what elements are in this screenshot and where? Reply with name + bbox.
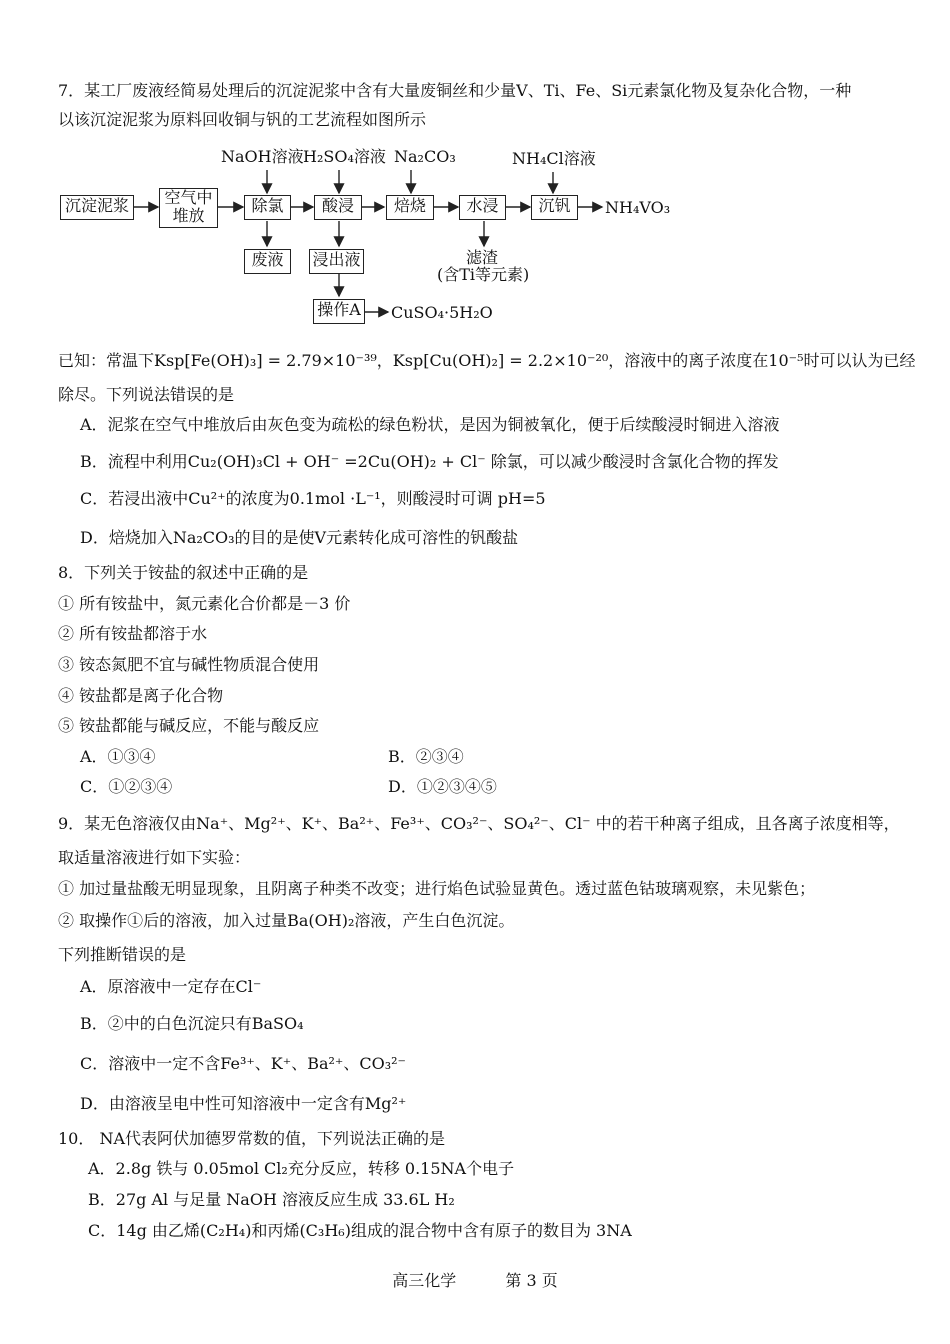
box-air-stacking-line1: 空气中 [164, 188, 213, 207]
q10-option-b: B．27g Al 与足量 NaOH 溶液反应生成 33.6L H₂ [88, 1190, 455, 1209]
q9-stem-line2: 取适量溶液进行如下实验： [58, 848, 251, 867]
q7-known-line2: 除尽。下列说法错误的是 [58, 385, 235, 404]
residue-note: (含Ti等元素) [437, 265, 530, 284]
box-waste-liquid: 废液 [244, 249, 291, 274]
q9-question: 下列推断错误的是 [58, 945, 187, 964]
product-nh4vo3: NH₄VO₃ [605, 198, 671, 217]
reagent-na2co3: Na₂CO₃ [394, 147, 456, 166]
page-footer [0, 1268, 950, 1291]
q8-item-5: ⑤ 铵盐都能与碱反应，不能与酸反应 [58, 716, 320, 735]
q7-stem-line2: 以该沉淀泥浆为原料回收铜与钒的工艺流程如图所示 [58, 110, 427, 129]
q7-known-line1: 已知：常温下Ksp[Fe(OH)₃] = 2.79×10⁻³⁹，Ksp[Cu(OH)₂] = 2.2×10⁻²⁰，溶液中的离子浓度在10⁻⁵时可以认为已经 [58, 351, 916, 370]
q9-option-b: B．②中的白色沉淀只有BaSO₄ [80, 1014, 304, 1033]
box-air-stacking [159, 188, 218, 228]
q8-option-d: D．①②③④⑤ [388, 777, 497, 796]
box-operation-a: 操作A [313, 299, 365, 324]
box-vanadium-precipitation: 沉钒 [531, 195, 578, 220]
q10-option-c: C．14g 由乙烯(C₂H₄)和丙烯(C₃H₆)组成的混合物中含有原子的数目为 3NA [88, 1221, 632, 1240]
q10-stem: 10． NA代表阿伏加德罗常数的值，下列说法正确的是 [58, 1129, 446, 1148]
process-flow-diagram [0, 0, 950, 340]
q8-item-1: ① 所有铵盐中，氮元素化合价都是－3 价 [58, 594, 351, 613]
q8-item-2: ② 所有铵盐都溶于水 [58, 624, 208, 643]
q8-item-3: ③ 铵态氮肥不宜与碱性物质混合使用 [58, 655, 320, 674]
box-air-stacking-line2: 堆放 [172, 206, 205, 225]
box-sediment-slurry: 沉淀泥浆 [60, 195, 134, 220]
q9-option-c: C．溶液中一定不含Fe³⁺、K⁺、Ba²⁺、CO₃²⁻ [80, 1054, 406, 1073]
footer-page-number: 第 3 页 [505, 1271, 558, 1290]
q8-stem: 8．下列关于铵盐的叙述中正确的是 [58, 563, 309, 582]
q9-option-a: A．原溶液中一定存在Cl⁻ [80, 977, 262, 996]
residue-label: 滤渣 [466, 248, 499, 267]
q7-option-d: D．焙烧加入Na₂CO₃的目的是使V元素转化成可溶性的钒酸盐 [80, 528, 519, 547]
q7-option-b: B．流程中利用Cu₂(OH)₃Cl + OH⁻ =2Cu(OH)₂ + Cl⁻ 除氯，可以减少酸浸时含氯化合物的挥发 [80, 452, 779, 471]
box-acid-leaching: 酸浸 [314, 195, 362, 220]
q8-option-b: B．②③④ [388, 747, 464, 766]
q7-stem-line1: 7．某工厂废液经简易处理后的沉淀泥浆中含有大量废铜丝和少量V、Ti、Fe、Si元素氯化物及复杂化合物，一种 [58, 81, 852, 100]
box-dechlorination: 除氯 [244, 195, 291, 220]
reagent-h2so4: H₂SO₄溶液 [303, 147, 386, 166]
q10-option-a: A．2.8g 铁与 0.05mol Cl₂充分反应，转移 0.15NA个电子 [88, 1159, 515, 1178]
q9-stem-line1: 9．某无色溶液仅由Na⁺、Mg²⁺、K⁺、Ba²⁺、Fe³⁺、CO₃²⁻、SO₄²⁻、Cl⁻ 中的若干种离子组成，且各离子浓度相等， [58, 814, 900, 833]
q9-option-d: D．由溶液呈电中性可知溶液中一定含有Mg²⁺ [80, 1094, 407, 1113]
q9-experiment-2: ② 取操作①后的溶液，加入过量Ba(OH)₂溶液，产生白色沉淀。 [58, 911, 515, 930]
reagent-naoh: NaOH溶液 [221, 147, 304, 166]
box-roasting: 焙烧 [386, 195, 434, 220]
q7-option-a: A．泥浆在空气中堆放后由灰色变为疏松的绿色粉状，是因为铜被氧化，便于后续酸浸时铜进入溶液 [80, 415, 780, 434]
box-water-leaching: 水浸 [459, 195, 506, 220]
footer-subject: 高三化学 [392, 1271, 457, 1290]
q8-option-c: C．①②③④ [80, 777, 173, 796]
box-leachate: 浸出液 [309, 249, 364, 274]
q8-option-a: A．①③④ [80, 747, 156, 766]
q9-experiment-1: ① 加过量盐酸无明显现象，且阴离子种类不改变；进行焰色试验显黄色。透过蓝色钴玻璃观察，未见紫色； [58, 879, 816, 898]
q8-item-4: ④ 铵盐都是离子化合物 [58, 686, 224, 705]
product-cuso4: CuSO₄·5H₂O [391, 303, 493, 322]
flow-arrows [0, 0, 950, 340]
reagent-nh4cl: NH₄Cl溶液 [512, 149, 596, 168]
q7-option-c: C．若浸出液中Cu²⁺的浓度为0.1mol ·L⁻¹，则酸浸时可调 pH=5 [80, 489, 546, 508]
